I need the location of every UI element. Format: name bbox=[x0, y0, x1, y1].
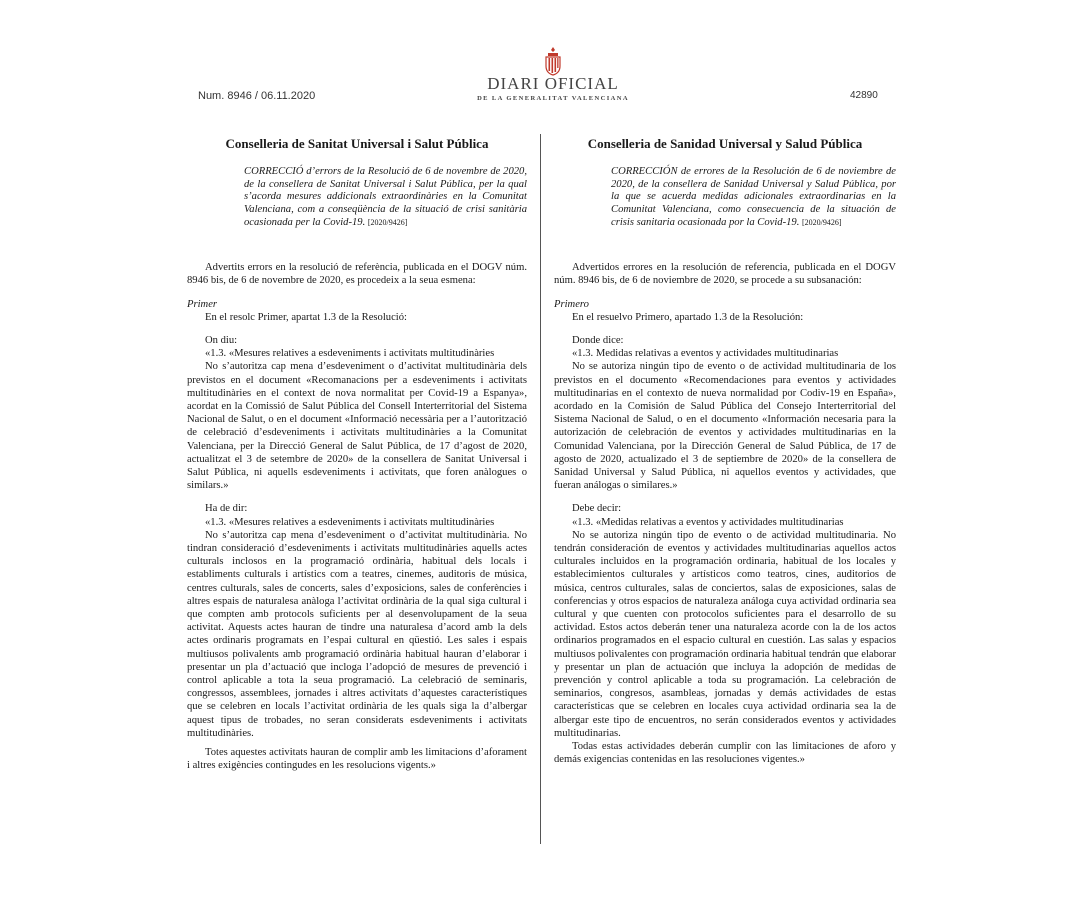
right-quote2-body: No se autoriza ningún tipo de evento o de actividad multitudinaria. No tendrán consideración de eventos y actividades multitudinarias aquellos actos culturales incluidos en la programación ordinaria, habitual de los locales y establecimientos culturales y artísticos como teatros, cines, auditorios de música, centros culturales, salas de conciertos, salas de exposiciones, salas de conferencias y otros espacios de naturaleza análoga cuya actividad ordinaria sea cultural y que cuenten con protocolos suficientes para el desarrollo de su actividad. Estos actos deberán tener una naturaleza acorde con la de los actos ordinarios programados en el espacio cultural en cuestión. Las salas y espacios multiusos polivalentes con programación ordinaria habitual tendrán que elaborar y presentar un plan de actuación que incluya la adopción de medidas de prevención y control aplicable a toda su programación. La celebración de seminarios, congresos, asambleas, jornadas y demás actividades de estas características que se celebren en locales cuya actividad ordinaria sea la de albergar este tipo de encuentros, no serán considerados eventos y actividades multitudinarias. bbox=[554, 529, 896, 739]
coat-of-arms-icon bbox=[540, 46, 566, 76]
right-reference bbox=[611, 166, 896, 229]
left-title: Conselleria de Sanitat Universal i Salut Pública bbox=[225, 136, 489, 151]
right-donde-dice: Donde dice: bbox=[572, 334, 624, 346]
left-quote2-body: No s’autoritza cap mena d’esdeveniment o d’activitat multitudinària. No tindran consideració d’esdeveniments i activitats multitudinàries aquells actes culturals inclosos en la programació ordinària, habitual dels locals i establiments culturals i artístics com a teatres, cinemes, auditoris de música, centres culturals, sales de concerts, sales d’exposicions, sales de conferències i altres espais de naturalesa anàloga l’activitat ordinària de la qual siga cultural i que compten amb protocols suficients per al desenvolupament de la seua activitat. Aquests actes hauran de tindre una naturalesa d’acord amb la dels actes ordinaris programats en l’espai cultural en qüestió. Les sales i espais multiusos polivalents amb programació ordinària habitual hauran d’elaborar i presentar un pla d’actuació que incloga l’adopció de mesures de prevenció i control aplicable a tota la seua programació. La celebració de seminaris, congressos, assemblees, jornades i altres activitats d’aquestes característiques que se celebren en locals l’activitat ordinària de les quals siga la d’albergar aquest tipus de trobades, no seran considerats esdeveniments i activitats multitudinàries. bbox=[187, 529, 527, 739]
issue-number-date: Num. 8946 / 06.11.2020 bbox=[198, 90, 316, 102]
left-quote1-head: «1.3. «Mesures relatives a esdeveniments i activitats multitudinàries bbox=[205, 348, 495, 360]
left-section: Primer bbox=[187, 298, 218, 310]
left-ha-de-dir: Ha de dir: bbox=[205, 503, 248, 515]
right-reference-text: CORRECCIÓN de errores de la Resolución de 6 de noviembre de 2020, de la consellera de Sanidad Universal y Salud Pública, por la que se acuerda medidas adicionales extraordinarias en la Comunitat Valenciana, como consecuencia de la situación de crisis sanitaria ocasionada por la Covid-19. bbox=[611, 166, 896, 228]
right-debe-decir: Debe decir: bbox=[572, 503, 622, 515]
right-quote2-tail: Todas estas actividades deberán cumplir con las limitaciones de aforo y demás exigencias contenidas en las resoluciones vigentes.» bbox=[554, 741, 896, 766]
left-on-diu: On diu: bbox=[205, 334, 238, 346]
left-quote2-tail: Totes aquestes activitats hauran de complir amb les limitacions d’aforament i altres exigències contingudes en les resolucions vigents.» bbox=[187, 747, 527, 772]
right-intro: Advertidos errores en la resolución de referencia, publicada en el DOGV núm. 8946 bis, de 6 de noviembre de 2020, se procede a su subsanación: bbox=[554, 262, 896, 287]
right-column bbox=[554, 134, 896, 766]
left-section-line: En el resolc Primer, apartat 1.3 de la Resolució: bbox=[205, 311, 407, 323]
left-reference-code: [2020/9426] bbox=[367, 217, 408, 227]
right-section: Primero bbox=[554, 298, 589, 310]
dogv-logo bbox=[468, 46, 638, 106]
left-quote2-head: «1.3. «Mesures relatives a esdeveniments i activitats multitudinàries bbox=[205, 516, 495, 528]
left-quote1-body: No s’autoritza cap mena d’esdeveniment o d’activitat multitudinària dels previstos en el document «Recomanacions per a esdeveniments i activitats multitudinàries en el context de nova normalitat per Covid-19 a Espanya», acordat en la Comissió de Salut Pública del Consell Interterritorial del Sistema Nacional de Salut, o en el document «Informació necessària per a l’autorització de celebració d’esdeveniments i activitats multitudinàries a la Comunitat Valenciana, per la Direcció General de Salut Pública, de 17 d’agost de 2020, actualitzat el 3 de setembre de 2020» de la consellera de Sanitat Universal i Salut Pública, ni aquells esdeveniments i activitats, que foren anàlogues o similars.» bbox=[187, 361, 527, 492]
right-quote1-head: «1.3. Medidas relativas a eventos y actividades multitudinarias bbox=[572, 348, 839, 360]
logo-subtitle: DE LA GENERALITAT VALENCIANA bbox=[477, 95, 629, 102]
right-quote2-head: «1.3. «Medidas relativas a eventos y actividades multitudinarias bbox=[572, 516, 844, 528]
left-reference-text: CORRECCIÓ d’errors de la Resolució de 6 de novembre de 2020, de la consellera de Sanitat Universal i Salut Pública, per la qual s’acorda mesures addicionals extraordinàries en la Comunitat Valenciana, com a conseqüència de la situació de crisi sanitària ocasionada per la Covid-19. bbox=[244, 166, 527, 228]
right-reference-code: [2020/9426] bbox=[802, 217, 842, 227]
logo-title: DIARI OFICIAL bbox=[487, 74, 619, 93]
right-section-line: En el resuelvo Primero, apartado 1.3 de la Resolución: bbox=[572, 311, 804, 323]
left-reference bbox=[244, 166, 527, 229]
page-number: 42890 bbox=[850, 90, 878, 101]
right-title: Conselleria de Sanidad Universal y Salud Pública bbox=[587, 136, 863, 151]
left-column bbox=[187, 134, 527, 772]
right-quote1-body: No se autoriza ningún tipo de evento o de actividad multitudinaria de los previstos en el documento «Recomendaciones para eventos y actividades multitudinarias en el contexto de nueva normalidad por Codiv-19 en España», acordado en la Comisión de Salud Pública del Consejo Interterritorial del Sistema Nacional de Salud, o en el documento «Información necesaria para la autorización de celebración de eventos y actividades multitudinarias en la Comunidad Valenciana, por la Dirección General de Salud Pública, de 17 de agosto de 2020, actualizado el 3 de septiembre de 2020» de la consellera de Sanidad Universal y Salud Pública, ni aquellos eventos y actividades, que fueran análogas o similares.» bbox=[554, 361, 896, 492]
left-intro: Advertits errors en la resolució de referència, publicada en el DOGV núm. 8946 bis, de 6 de novembre de 2020, es procedeix a la seua esmena: bbox=[187, 262, 527, 287]
column-divider bbox=[540, 134, 541, 844]
